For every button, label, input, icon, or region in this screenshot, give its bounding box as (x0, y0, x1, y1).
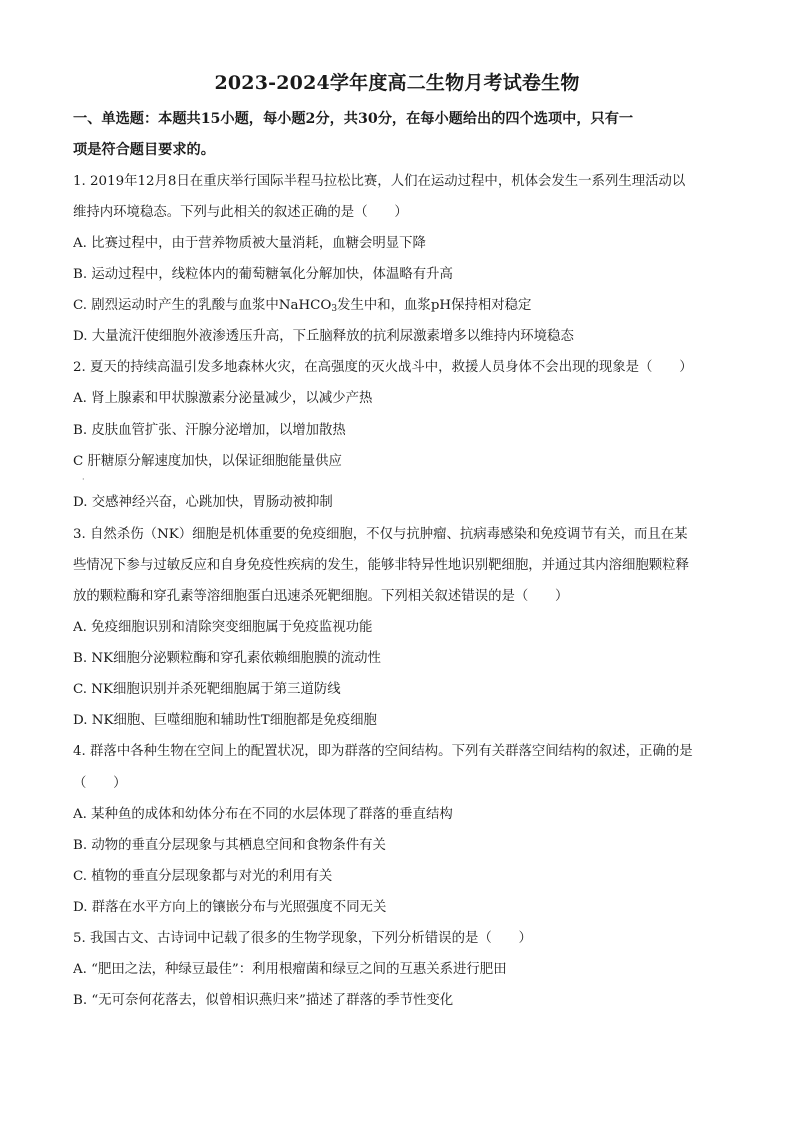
q3-option-b: B. NK细胞分泌颗粒酶和穿孔素依赖细胞膜的流动性 (73, 651, 381, 666)
q1-stem-line1: 1. 2019年12月8日在重庆举行国际半程马拉松比赛，人们在运动过程中，机体会发生一系列生理活动以 (73, 174, 686, 189)
q4-stem-line2: （ ） (73, 776, 127, 791)
q3-option-d: D. NK细胞、巨噬细胞和辅助性T细胞都是免疫细胞 (73, 713, 377, 728)
q1-option-c-pre: C. 剧烈运动时产生的乳酸与血浆中NaHCO (73, 298, 332, 313)
q1-option-d: D. 大量流汗使细胞外液渗透压升高，下丘脑释放的抗利尿激素增多以维持内环境稳态 (73, 329, 574, 344)
q5-option-a: A. “肥田之法，种绿豆最佳”：利用根瘤菌和绿豆之间的互惠关系进行肥田 (73, 962, 507, 977)
q1-option-c-post: 发生中和，血浆pH保持相对稳定 (337, 298, 532, 313)
q1-option-c-subscript: 3 (331, 304, 338, 314)
q3-option-a: A. 免疫细胞识别和清除突变细胞属于免疫监视功能 (73, 620, 373, 635)
q2-option-a: A. 肾上腺素和甲状腺激素分泌量减少，以减少产热 (73, 391, 373, 406)
q2-option-c: C 肝糖原分解速度加快，以保证细胞能量供应 (73, 454, 342, 469)
q2-option-b: B. 皮肤血管扩张、汗腺分泌增加，以增加散热 (73, 423, 346, 438)
q4-option-b: B. 动物的垂直分层现象与其栖息空间和食物条件有关 (73, 838, 386, 853)
q4-option-d: D. 群落在水平方向上的镶嵌分布与光照强度不同无关 (73, 900, 387, 915)
exam-title: 2023-2024学年度高二生物月考试卷生物 (214, 72, 580, 94)
section-heading-line2: 项是符合题目要求的。 (73, 142, 215, 158)
q1-stem-line2: 维持内环境稳态。下列与此相关的叙述正确的是（ ） (73, 205, 408, 220)
section-heading-line1: 一、单选题：本题共15小题，每小题2分，共30分，在每小题给出的四个选项中，只有一 (73, 111, 634, 127)
q1-option-b: B. 运动过程中，线粒体内的葡萄糖氧化分解加快，体温略有升高 (73, 267, 453, 282)
q5-stem: 5. 我国古文、古诗词中记载了很多的生物学现象，下列分析错误的是（ ） (73, 931, 532, 946)
q1-option-c (73, 297, 725, 315)
q3-stem-line3: 放的颗粒酶和穿孔素等溶细胞蛋白迅速杀死靶细胞。下列相关叙述错误的是（ ） (73, 589, 569, 604)
q5-option-b: B. “无可奈何花落去，似曾相识燕归来”描述了群落的季节性变化 (73, 993, 454, 1008)
q3-stem-line1: 3. 自然杀伤（NK）细胞是机体重要的免疫细胞，不仅与抗肿瘤、抗病毒感染和免疫调节有关，而且在某 (73, 527, 688, 542)
q1-option-a: A. 比赛过程中，由于营养物质被大量消耗，血糖会明显下降 (73, 236, 426, 251)
q3-stem-line2: 些情况下参与过敏反应和自身免疫性疾病的发生，能够非特异性地识别靶细胞，并通过其内溶细胞颗粒释 (73, 558, 689, 573)
q4-option-a: A. 某种鱼的成体和幼体分布在不同的水层体现了群落的垂直结构 (73, 807, 453, 822)
stray-mark: · (82, 475, 85, 484)
q4-stem-line1: 4. 群落中各种生物在空间上的配置状况，即为群落的空间结构。下列有关群落空间结构的叙述，正确的是 (73, 744, 693, 759)
q2-stem: 2. 夏天的持续高温引发多地森林火灾，在高强度的灭火战斗中，救援人员身体不会出现的现象是（ ） (73, 360, 693, 375)
q3-option-c: C. NK细胞识别并杀死靶细胞属于第三道防线 (73, 682, 341, 697)
q4-option-c: C. 植物的垂直分层现象都与对光的利用有关 (73, 869, 333, 884)
q2-option-d: D. 交感神经兴奋，心跳加快，胃肠动被抑制 (73, 495, 333, 510)
